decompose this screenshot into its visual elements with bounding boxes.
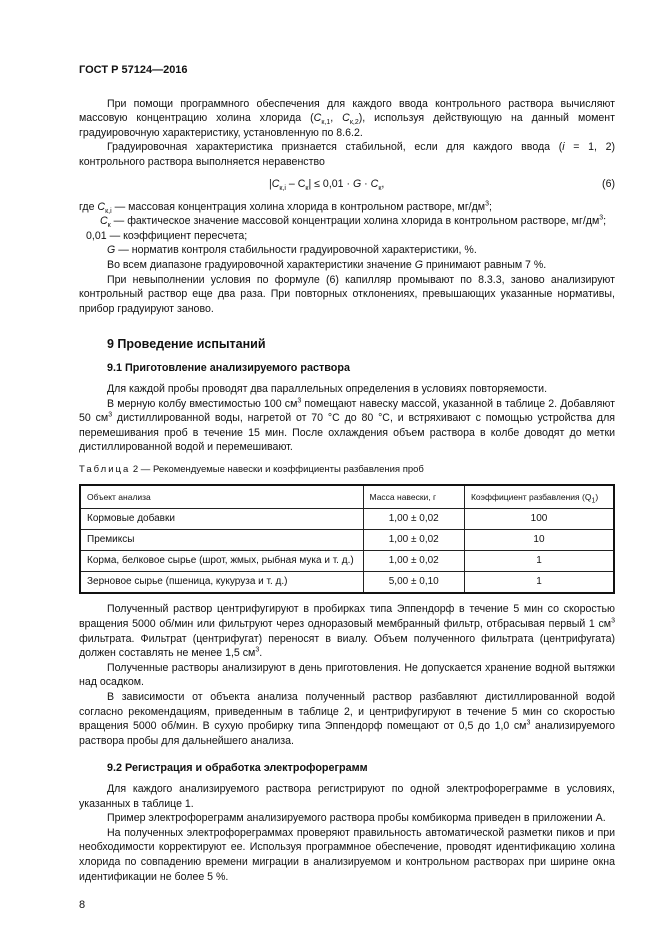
definition: G — норматив контроля стабильности градуировочной характеристики, %. xyxy=(107,244,477,257)
paragraph: Пример электрофореграмм анализируемого раствора пробы комбикорма приведен в приложении А. xyxy=(107,812,606,825)
page-content xyxy=(79,63,615,913)
table-row xyxy=(80,509,614,530)
paragraph: При невыполнении условия по формуле (6) капилляр промывают по 8.3.3, заново анализируют контрольный раствор еще два раза. При повторных отклонениях, превышающих указанные нормативы, прибор градуируют заново. xyxy=(79,273,615,315)
subscript: к,2 xyxy=(349,119,359,127)
table-cell: 1 xyxy=(464,551,614,572)
paragraph: Для каждого анализируемого раствора регистрируют по одной электрофореграмме в условиях, указанных в таблице 1. xyxy=(79,783,615,810)
table-cell: 1,00 ± 0,02 xyxy=(363,551,464,572)
symbol: C xyxy=(313,112,322,125)
subsection-heading: 9.1 Приготовление анализируемого раствора xyxy=(107,362,350,375)
subscript: к,1 xyxy=(321,119,331,127)
table-cell: Премиксы xyxy=(80,530,363,551)
symbol: C xyxy=(342,112,350,125)
text: Градуировочная характеристика признается стабильной, если для каждого ввода ( xyxy=(107,141,563,154)
table-2 xyxy=(79,484,615,594)
column-header: Масса навески, г xyxy=(363,485,464,509)
table-cell: Зерновое сырье (пшеница, кукуруза и т. д.) xyxy=(80,572,363,594)
section-heading: 9 Проведение испытаний xyxy=(107,337,266,352)
paragraph: Во всем диапазоне градуировочной характеристики значение G принимают равным 7 %. xyxy=(107,258,547,271)
table-cell: 10 xyxy=(464,530,614,551)
subsection-heading: 9.2 Регистрация и обработка электрофореграмм xyxy=(107,762,368,775)
table-cell: 5,00 ± 0,10 xyxy=(363,572,464,594)
text: ), используя действующую на данный момент градуировочную характеристику, установленную по 8.6.2. xyxy=(79,112,615,139)
formula-expression: $|C_{к,i} - C_к| \le 0,01 \cdot G \cdot C_к$, xyxy=(269,178,385,193)
paragraph xyxy=(79,97,615,141)
section-9-1-continuation xyxy=(79,602,615,884)
definition: 0,01 — коэффициент пересчета; xyxy=(86,229,248,242)
table-caption: Таблица 2 — Рекомендуемые навески и коэффициенты разбавления проб xyxy=(79,463,424,475)
section-8-continuation xyxy=(79,97,615,317)
table-row xyxy=(80,551,614,572)
section-9 xyxy=(79,336,615,455)
formula-number: (6) xyxy=(602,178,615,191)
column-header: Коэффициент разбавления $(Q_1)$ xyxy=(464,485,614,509)
table-cell: 1 xyxy=(464,572,614,594)
paragraph: В зависимости от объекта анализа полученный раствор разбавляют дистиллированной водой согласно рекомендациям, приведенным в таблице 2, и центрифугируют в течение 5 мин со скоростью вращения 5000 об/мин. В сухую пробирку типа Эппендорф помещают от 0,5 до 1,0 $см^3$ анализируемого раствора пробы для дальнейшего анализа. xyxy=(79,691,615,747)
paragraph: В мерную колбу вместимостью 100 $см^3$ помещают навеску массой, указанной в таблице 2. Добавляют 50 $см^3$ дистиллированной воды, нагретой от 70 °С до 80 °С, и встряхивают с помощью устройства для перемешивания проб в течение 15 мин. После охлаждения объем раствора в колбе доводят до метки дистиллированной водой и перемешивают. xyxy=(79,396,615,454)
symbol: i xyxy=(562,141,565,154)
paragraph: Для каждой пробы проводят два параллельных определения в условиях повторяемости. xyxy=(107,382,548,395)
paragraph: На полученных электрофореграммах проверяют правильность автоматической разметки пиков и при необходимости корректируют ее. Используя программное обеспечение, проводят идентификацию холина хлорида по совпадению времени миграции в анализируемом и контрольном растворах при ширине окна идентификации не более 5 %. xyxy=(79,826,615,883)
formula-6 xyxy=(79,170,615,200)
text: = 1, 2) контрольного раствора выполняется неравенство xyxy=(79,141,615,168)
paragraph: Полученные растворы анализируют в день приготовления. Не допускается хранение водной вытяжки над осадком. xyxy=(79,661,615,689)
table-cell: Кормовые добавки xyxy=(80,509,363,530)
table-cell: Корма, белковое сырье (шрот, жмых, рыбная мука и т. д.) xyxy=(80,551,363,572)
table-cell: 1,00 ± 0,02 xyxy=(363,530,464,551)
table-row xyxy=(80,530,614,551)
text: При помощи программного обеспечения для каждого ввода контрольного раствора вычисляют массовую концентрацию холина хлорида ( xyxy=(79,97,615,125)
definition: $C_к$ — фактическое значение массовой концентрации холина хлорида в контрольном растворе, $мг/дм^3$; xyxy=(100,214,607,230)
table-row xyxy=(80,572,614,594)
table-header-row xyxy=(80,485,614,509)
table-cell: 100 xyxy=(464,509,614,530)
table-cell: 1,00 ± 0,02 xyxy=(363,509,464,530)
table-2-block xyxy=(79,463,615,595)
column-header: Объект анализа xyxy=(80,485,363,509)
text: , xyxy=(330,112,343,125)
page-number: 8 xyxy=(79,899,86,912)
document-header: ГОСТ Р 57124—2016 xyxy=(79,64,188,76)
paragraph xyxy=(79,140,615,169)
definition: где $C_{к,i}$ — массовая концентрация холина хлорида в контрольном растворе, $мг/дм^3$; xyxy=(79,200,492,215)
paragraph: Полученный раствор центрифугируют в пробирках типа Эппендорф в течение 5 мин со скоростью вращения 5000 об/мин или фильтруют через одноразовый мембранный фильтр, отбрасывая первый 1 $см^3$ фильтрата. Фильтрат (центрифугат) переносят в виалу. Объем полученного фильтрата (центрифугата) должен составлять не менее 1,5 $см^3$. xyxy=(79,603,615,660)
